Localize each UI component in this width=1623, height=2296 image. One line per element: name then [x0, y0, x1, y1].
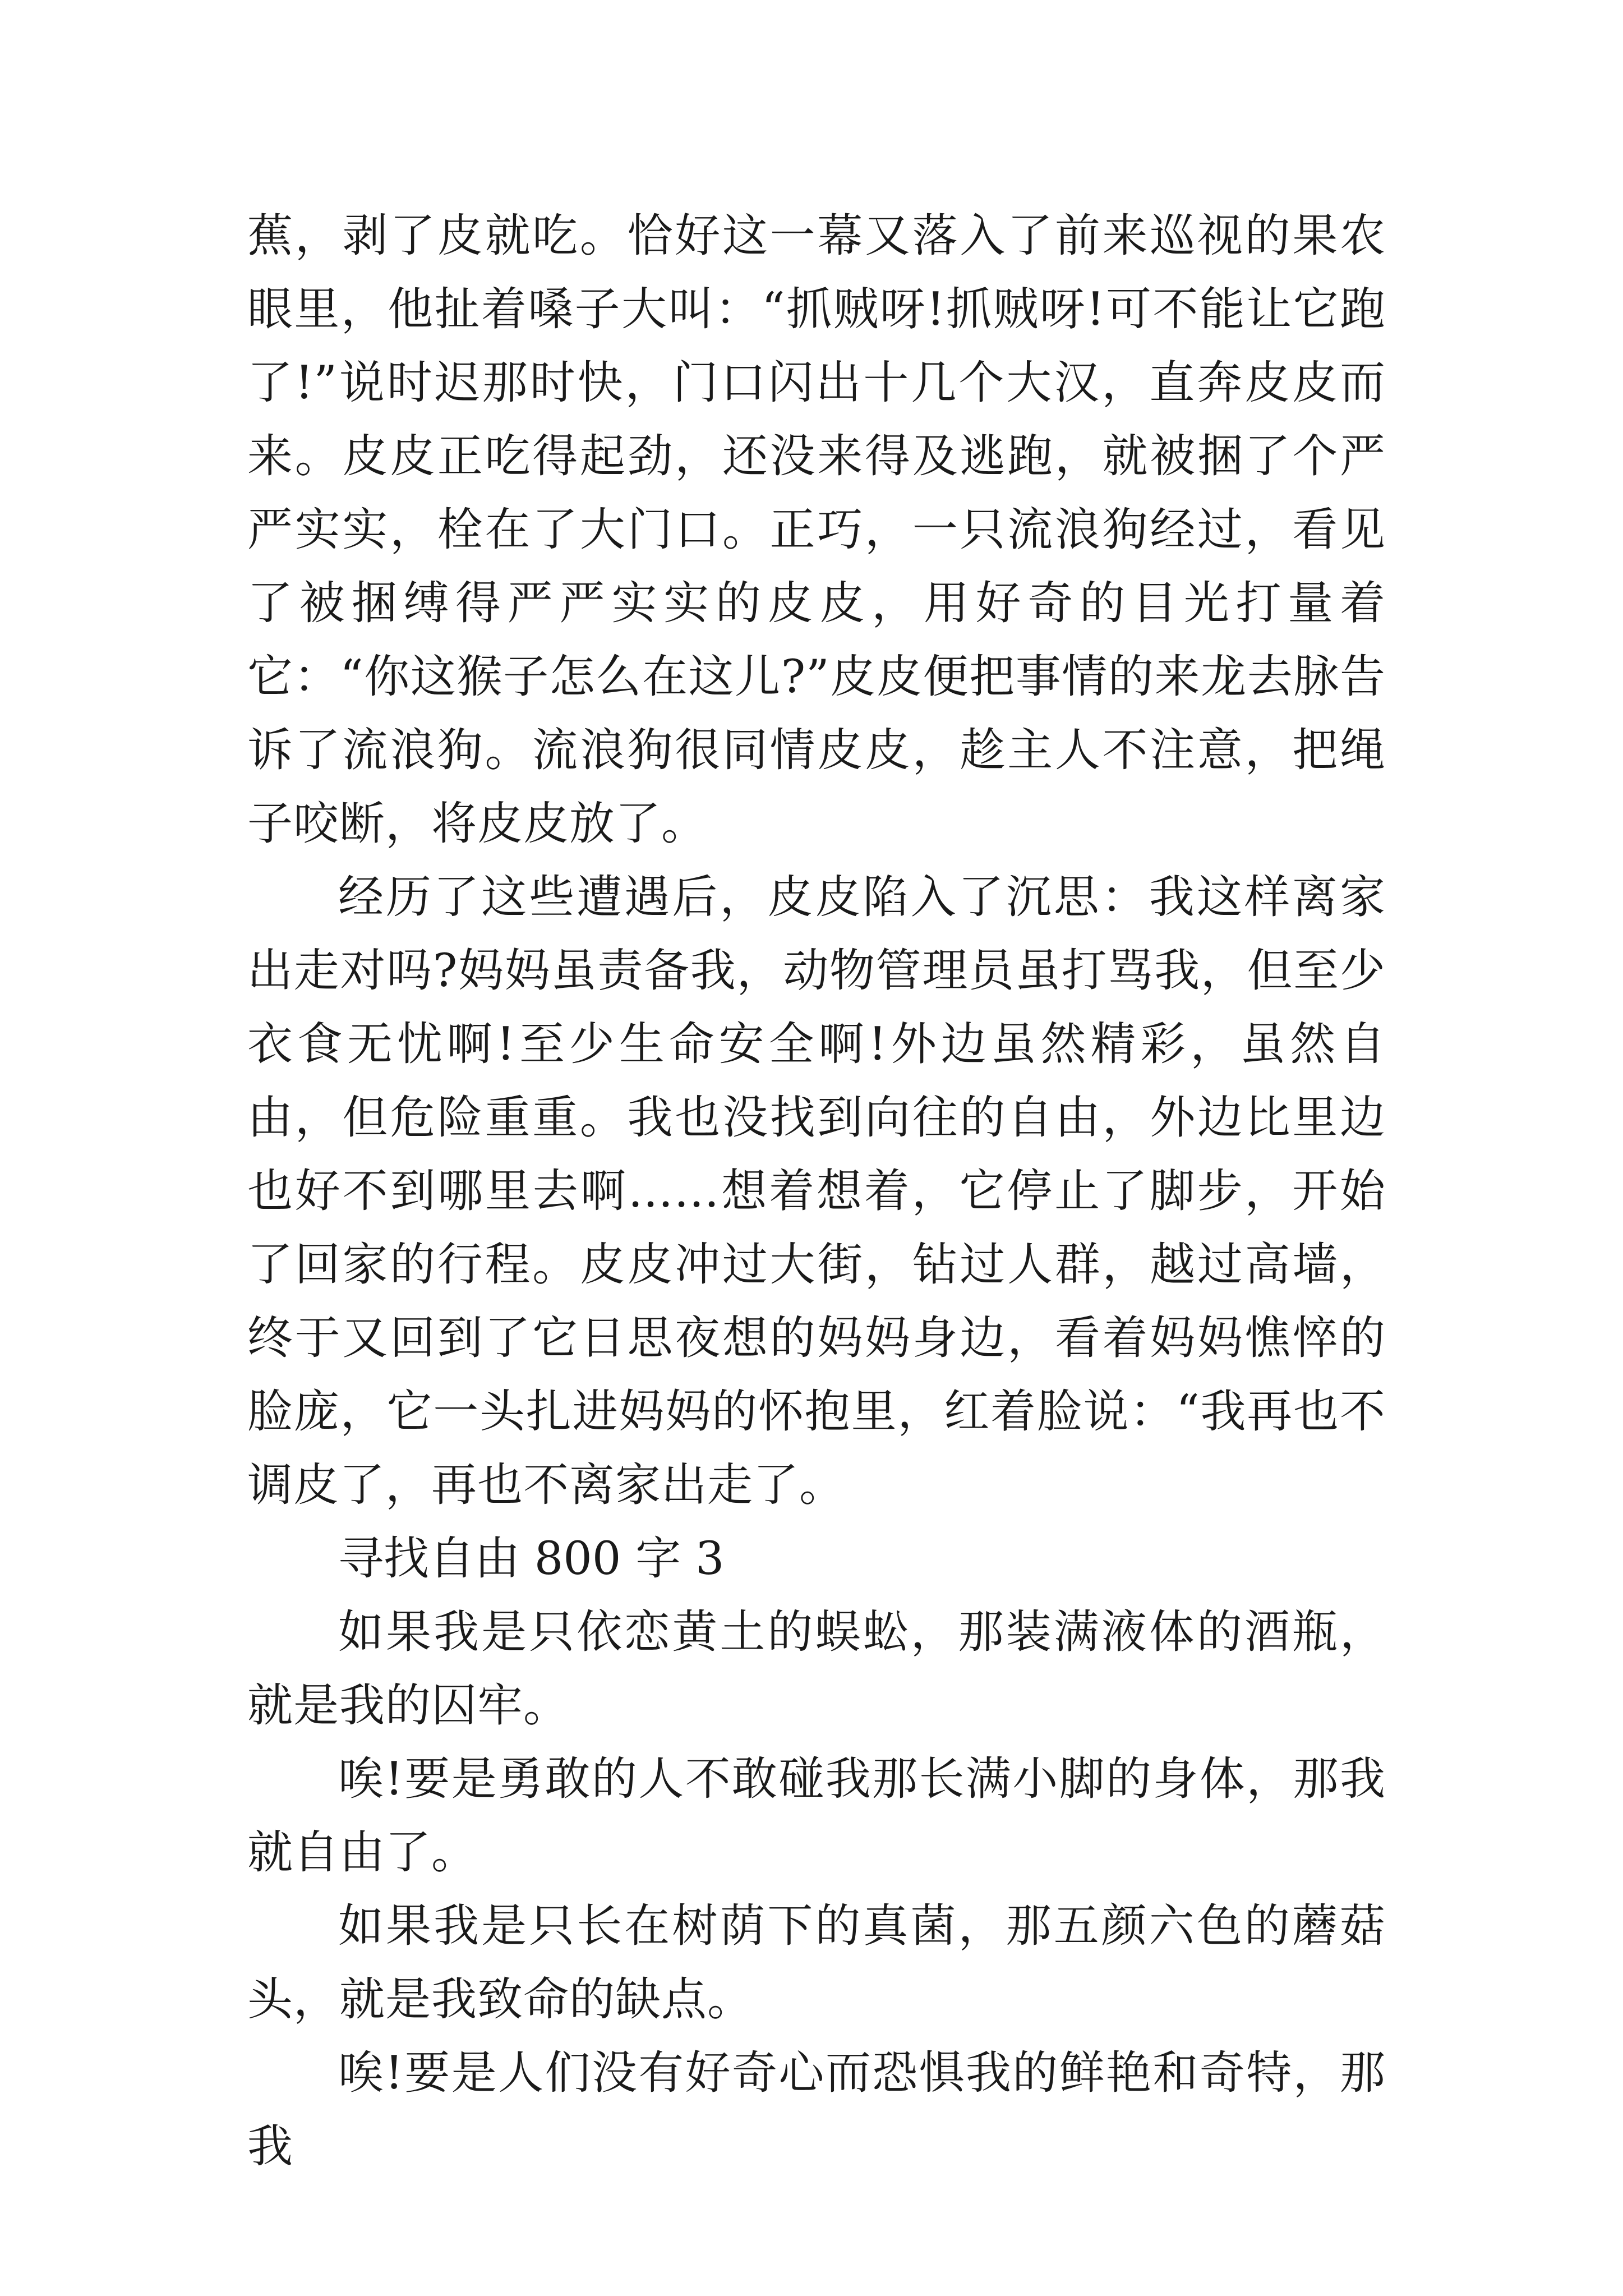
paragraph: 经历了这些遭遇后，皮皮陷入了沉思：我这样离家出走对吗?妈妈虽责备我，动物管理员虽打骂我，但至少衣食无忧啊!至少生命安全啊!外边虽然精彩，虽然自由，但危险重重。我也没找到向往的自由，外边比里边也好不到哪里去啊……想着想着，它停止了脚步，开始了回家的行程。皮皮冲过大街，钻过人群，越过高墙，终于又回到了它日思夜想的妈妈身边，看着妈妈憔悴的脸庞，它一头扎进妈妈的怀抱里，红着脸说：“我再也不调皮了，再也不离家出走了。 — [247, 871, 1386, 1512]
document-body — [247, 200, 1386, 2184]
paragraph: 如果我是只长在树荫下的真菌，那五颜六色的蘑菇头，就是我致命的缺点。 — [247, 1900, 1386, 2026]
paragraph: 蕉，剥了皮就吃。恰好这一幕又落入了前来巡视的果农眼里，他扯着嗓子大叫：“抓贼呀!抓贼呀!可不能让它跑了!”说时迟那时快，门口闪出十几个大汉，直奔皮皮而来。皮皮正吃得起劲，还没来得及逃跑，就被捆了个严严实实，栓在了大门口。正巧，一只流浪狗经过，看见了被捆缚得严严实实的皮皮，用好奇的目光打量着它：“你这猴子怎么在这儿?”皮皮便把事情的来龙去脉告诉了流浪狗。流浪狗很同情皮皮，趁主人不注意，把绳子咬断，将皮皮放了。 — [247, 210, 1386, 850]
paragraph: 唉!要是人们没有好奇心而恐惧我的鲜艳和奇特，那我 — [247, 2047, 1386, 2173]
paragraph: 如果我是只依恋黄土的蜈蚣，那装满液体的酒瓶，就是我的囚牢。 — [247, 1606, 1386, 1732]
paragraph: 唉!要是勇敢的人不敢碰我那长满小脚的身体，那我就自由了。 — [247, 1753, 1386, 1879]
section-heading: 寻找自由 800 字 3 — [338, 1533, 725, 1585]
